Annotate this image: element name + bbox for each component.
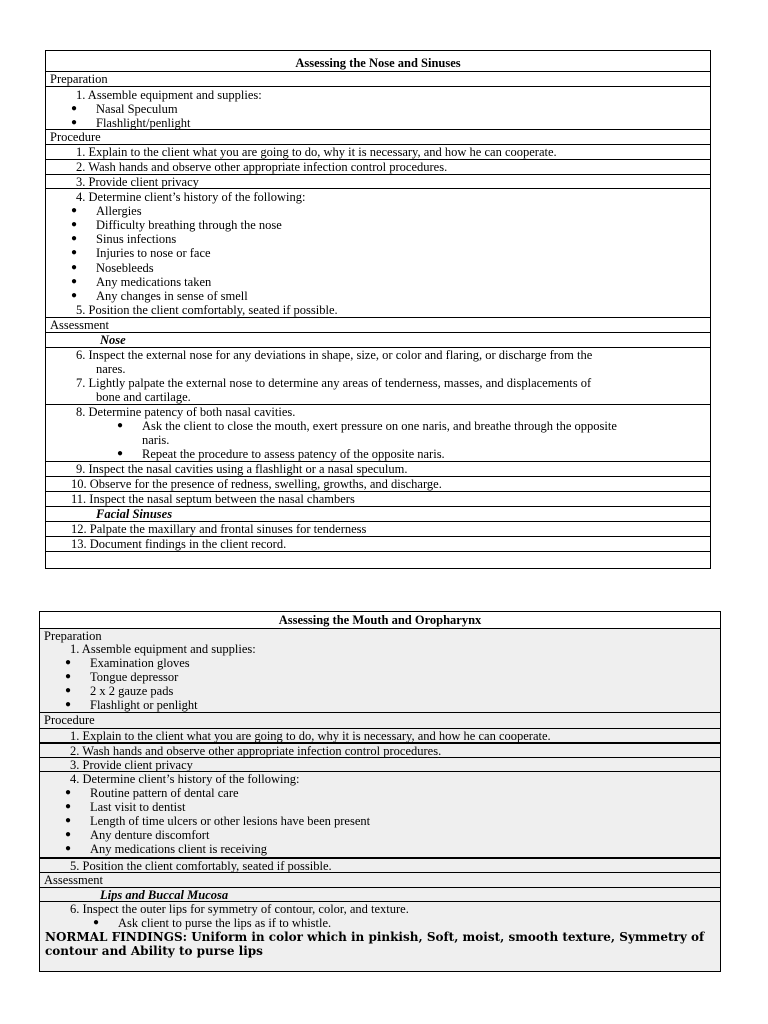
assessment-step: 12. Palpate the maxillary and frontal sinuses for tenderness — [71, 522, 367, 536]
procedure-step: 3. Provide client privacy — [76, 175, 199, 189]
procedure-label: Procedure — [44, 713, 95, 727]
assessment-step: 9. Inspect the nasal cavities using a flashlight or a nasal speculum. — [76, 462, 408, 476]
list-item: ● Nosebleeds — [96, 261, 154, 275]
normal-findings-cont: contour and Ability to purse lips — [45, 944, 263, 958]
assessment-step-row — [46, 521, 710, 536]
lips-buccal-subheading: Lips and Buccal Mucosa — [100, 888, 229, 902]
subheading-row — [40, 887, 720, 902]
procedure-label: Procedure — [50, 130, 101, 144]
procedure-step-row — [40, 728, 720, 742]
procedure-step: 3. Provide client privacy — [70, 758, 193, 772]
subheading-row — [46, 506, 710, 521]
nose-subheading: Nose — [100, 333, 126, 347]
list-item: ● Tongue depressor — [90, 670, 178, 684]
nose-sinuses-table — [45, 50, 711, 569]
facial-sinuses-subheading: Facial Sinuses — [96, 507, 173, 521]
procedure-step: 4. Determine client’s history of the following: — [70, 772, 300, 786]
assessment-label: Assessment — [50, 318, 110, 332]
assessment-step: 13. Document findings in the client record. — [71, 537, 287, 551]
table-title: Assessing the Mouth and Oropharynx — [278, 613, 482, 627]
table-title-row — [40, 612, 720, 628]
list-item: ● Last visit to dentist — [90, 800, 185, 814]
procedure-step-row — [46, 144, 710, 159]
assessment-step-cont: nares. — [96, 362, 126, 376]
table-title-row — [46, 51, 710, 71]
list-item: ● Flashlight or penlight — [90, 698, 198, 712]
table-title: Assessing the Nose and Sinuses — [295, 56, 461, 70]
list-item: ● Any medications client is receiving — [90, 842, 267, 856]
list-item: ● Allergies — [96, 204, 142, 218]
assessment-step-row — [46, 491, 710, 506]
preparation-row — [40, 642, 720, 713]
preparation-label: Preparation — [44, 629, 102, 643]
list-item: ● Repeat the procedure to assess patency of the opposite naris. — [142, 447, 445, 461]
list-item: ● Ask the client to close the mouth, exert pressure on one naris, and breathe through the opposite — [142, 419, 617, 433]
list-item: ● Length of time ulcers or other lesions have been present — [90, 814, 370, 828]
procedure-step-row — [40, 857, 720, 872]
list-item: ● Any changes in sense of smell — [96, 289, 248, 303]
procedure-header-row — [40, 712, 720, 728]
history-row — [40, 771, 720, 859]
procedure-step: 5. Position the client comfortably, seated if possible. — [76, 303, 338, 317]
procedure-step: 2. Wash hands and observe other appropriate infection control procedures. — [70, 744, 442, 758]
prep-step: 1. Assemble equipment and supplies: — [76, 88, 262, 102]
list-item: ● Nasal Speculum — [96, 102, 178, 116]
procedure-step: 2. Wash hands and observe other appropriate infection control procedures. — [76, 160, 448, 174]
procedure-step-row — [46, 174, 710, 188]
subheading-row — [46, 332, 710, 347]
assessment-step: 7. Lightly palpate the external nose to determine any areas of tenderness, masses, and displacements of — [76, 376, 592, 390]
procedure-header-row — [46, 129, 710, 144]
assessment-step-row — [46, 347, 710, 376]
procedure-step: 5. Position the client comfortably, seated if possible. — [70, 859, 332, 873]
assessment-label: Assessment — [44, 873, 104, 887]
assessment-step-row — [46, 461, 710, 476]
list-item: ● Ask client to purse the lips as if to whistle. — [118, 916, 331, 930]
assessment-step-row — [46, 404, 710, 461]
preparation-header-row — [40, 628, 720, 642]
preparation-row — [46, 86, 710, 129]
assessment-step: 8. Determine patency of both nasal cavities. — [76, 405, 296, 419]
preparation-header-row — [46, 71, 710, 86]
list-item-cont: naris. — [142, 433, 170, 447]
assessment-step-row — [46, 476, 710, 491]
procedure-step: 4. Determine client’s history of the following: — [76, 190, 306, 204]
preparation-label: Preparation — [50, 72, 108, 86]
assessment-step: 11. Inspect the nasal septum between the nasal chambers — [71, 492, 355, 506]
assessment-step-row — [46, 376, 710, 405]
list-item: ● 2 x 2 gauze pads — [90, 684, 173, 698]
procedure-step-row — [40, 742, 720, 757]
list-item: ● Sinus infections — [96, 232, 176, 246]
list-item: ● Flashlight/penlight — [96, 116, 190, 130]
history-row — [46, 188, 710, 330]
list-item: ● Any medications taken — [96, 275, 211, 289]
procedure-step: 1. Explain to the client what you are going to do, why it is necessary, and how he can cooperate. — [76, 145, 557, 159]
mouth-oropharynx-table — [39, 611, 721, 972]
assessment-step-row — [40, 901, 720, 973]
assessment-header-row — [46, 317, 710, 332]
assessment-step: 6. Inspect the external nose for any deviations in shape, size, or color and flaring, or discharge from the — [76, 348, 593, 362]
assessment-step: 10. Observe for the presence of redness, swelling, growths, and discharge. — [71, 477, 442, 491]
normal-findings: NORMAL FINDINGS: Uniform in color which in pinkish, Soft, moist, smooth texture, Symmetry of — [45, 930, 705, 944]
prep-step: 1. Assemble equipment and supplies: — [70, 642, 256, 656]
assessment-step-cont: bone and cartilage. — [96, 390, 191, 404]
list-item: ● Examination gloves — [90, 656, 190, 670]
assessment-step-row — [46, 536, 710, 551]
list-item: ● Difficulty breathing through the nose — [96, 218, 282, 232]
assessment-step: 6. Inspect the outer lips for symmetry of contour, color, and texture. — [70, 902, 409, 916]
list-item: ● Injuries to nose or face — [96, 246, 211, 260]
list-item: ● Any denture discomfort — [90, 828, 209, 842]
procedure-step-row — [46, 159, 710, 174]
list-item: ● Routine pattern of dental care — [90, 786, 239, 800]
assessment-header-row — [40, 872, 720, 887]
empty-row — [46, 551, 710, 570]
procedure-step: 1. Explain to the client what you are going to do, why it is necessary, and how he can cooperate. — [70, 729, 551, 743]
procedure-step-row — [40, 757, 720, 771]
